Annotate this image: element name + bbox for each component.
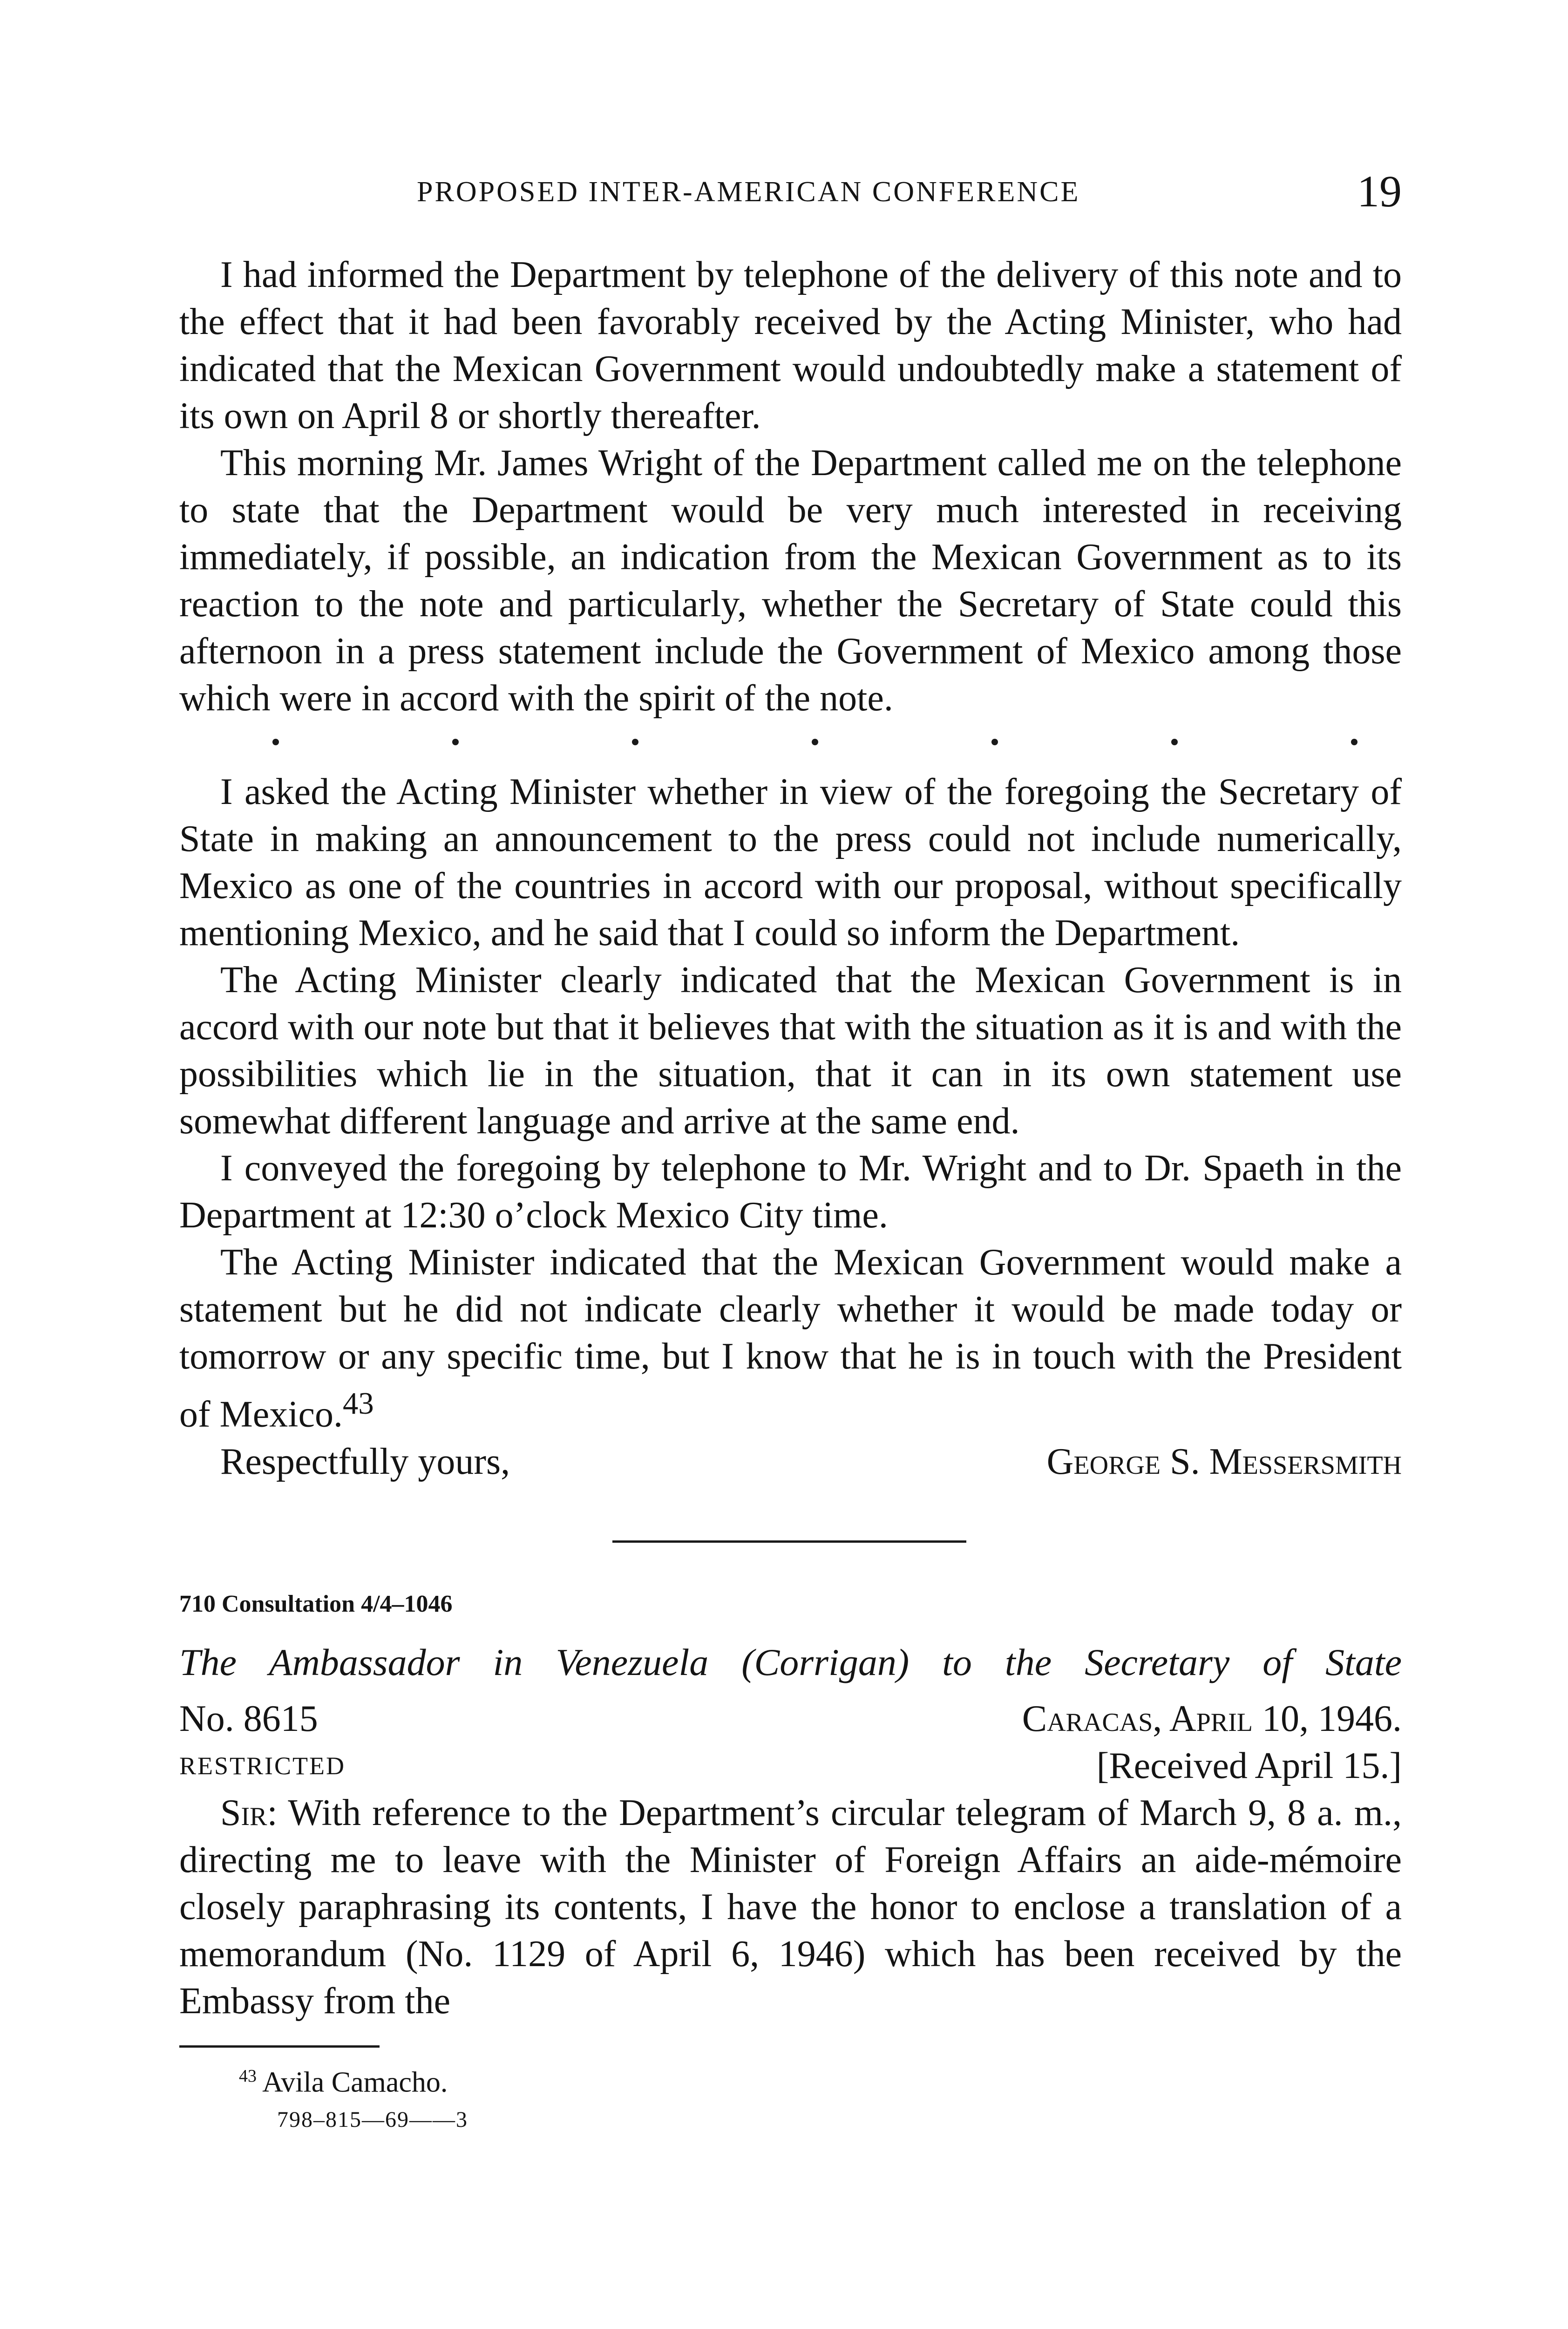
- place-date: Caracas, April 10, 1946.: [1022, 1698, 1402, 1739]
- body-text: [179, 252, 1402, 2132]
- section-divider: [612, 1540, 966, 1543]
- paragraph: [179, 1239, 1402, 1438]
- ellipsis-dot: [1351, 739, 1358, 745]
- document-number: No. 8615: [179, 1698, 318, 1739]
- page-number: 19: [1357, 166, 1402, 216]
- document-page: [179, 0, 1402, 2329]
- ellipsis-dot: [1171, 739, 1178, 745]
- document-heading: The Ambassador in Venezuela (Corrigan) to the Secretary of State: [179, 1641, 1402, 1683]
- running-head-title: PROPOSED INTER-AMERICAN CONFERENCE: [417, 176, 1080, 208]
- complimentary-close: Respectfully yours,: [220, 1441, 510, 1482]
- paragraph: I had informed the Department by telephone of the delivery of this note and to the effect that it had been favorably received by the Acting Minister, who had indicated that the Mexican Government would undoubtedly make a statement of its own on April 8 or shortly thereafter.: [179, 254, 1402, 436]
- salutation: Sir:: [220, 1792, 278, 1833]
- received-date: [Received April 15.]: [1096, 1745, 1402, 1786]
- printer-signature-line: 798–815—69——3: [277, 2107, 468, 2132]
- ellipsis-dot: [272, 739, 279, 745]
- paragraph: [179, 1790, 1402, 2025]
- signature: George S. Messersmith: [1046, 1441, 1402, 1482]
- footnote-text: Avila Camacho.: [262, 2066, 448, 2098]
- paragraph: The Acting Minister clearly indicated that the Mexican Government is in accord with our note but that it believes that with the situation as it is and with the possibilities which lie in the situation, that it can in its own statement use somewhat different language and arrive at the same end.: [179, 960, 1402, 1142]
- ellipsis-row: [179, 722, 1358, 769]
- paragraph: This morning Mr. James Wright of the Department called me on the telephone to state that the Department would be very much interested in receiving immediately, if possible, an indication from the Mexican Government as to its reaction to the note and particularly, whether the Secretary of State could this afternoon in a press statement include the Government of Mexico among those which were in accord with the spirit of the note.: [179, 443, 1402, 719]
- footnote-marker: 43: [239, 2066, 257, 2086]
- classification: RESTRICTED: [179, 1751, 346, 1780]
- paragraph-text: The Acting Minister indicated that the Mexican Government would make a statement but he did not indicate clearly whether it would be made today or tomorrow or any specific time, but I know that he is in touch with the President of Mexico.: [179, 1242, 1402, 1435]
- ellipsis-dot: [632, 739, 638, 745]
- footnote-divider: [179, 2045, 380, 2048]
- paragraph-text: With reference to the Department’s circular telegram of March 9, 8 a. m., directing me to leave with the Minister of Foreign Affairs an aide-mémoire closely paraphrasing its contents, I have the honor to enclose a translation of a memorandum (No. 1129 of April 6, 1946) which has been received by the Embassy from the: [179, 1792, 1402, 2022]
- paragraph: I asked the Acting Minister whether in view of the foregoing the Secretary of State in making an announcement to the press could not include numerically, Mexico as one of the countries in accord with our proposal, without specifically mentioning Mexico, and he said that I could so inform the Department.: [179, 771, 1402, 953]
- closing: [179, 1438, 1402, 1485]
- paragraph: I conveyed the foregoing by telephone to Mr. Wright and to Dr. Spaeth in the Department at 12:30 o’clock Mexico City time.: [179, 1148, 1402, 1236]
- file-number: 710 Consultation 4/4–1046: [179, 1590, 453, 1617]
- document-meta: [179, 1696, 1402, 1743]
- document-meta: [179, 1743, 1402, 1790]
- ellipsis-dot: [812, 739, 818, 745]
- ellipsis-dot: [991, 739, 998, 745]
- footnote-reference: 43: [343, 1387, 374, 1421]
- ellipsis-dot: [452, 739, 459, 745]
- footnote: [239, 2056, 1402, 2103]
- running-head: [179, 165, 1402, 217]
